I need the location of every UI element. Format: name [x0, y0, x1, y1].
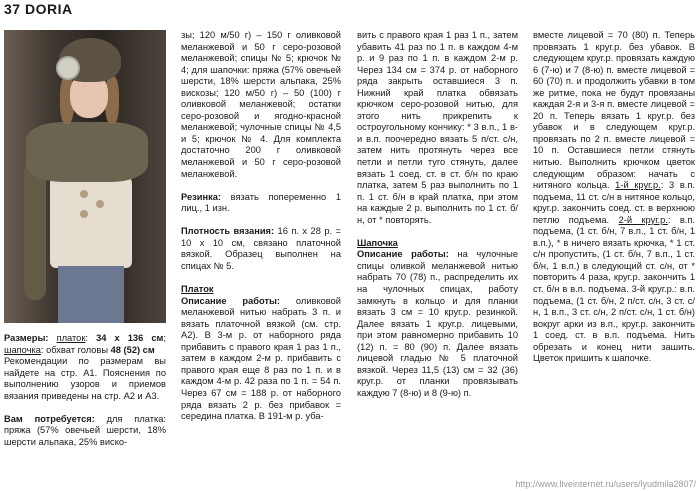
button-shape — [80, 210, 88, 218]
jeans-shape — [58, 266, 124, 323]
text-run: оливковой меланжевой нитью набрать 3 п. и вязать платочной вязкой (см. стр. А2). В 3-м р. от наборного ряда прибавить с правого края 1 раз 1 п., затем в каждом 2-м р. прибавить с правого края еще 8 раз по 1 п. и в каждом 4-м р. 42 раза по 1 п. = 54 п. Через 67 см = 188 р. от наборного ряда вязать 2 р. без прибавок = середина платка. В 191-м р. уба- — [181, 295, 341, 422]
text-run: для платка: пряжа (57% овечьей шерсти, 18% шерсти альпака, 25% виско- — [4, 413, 166, 447]
text-column-3 — [357, 30, 518, 400]
text-run: : 3 в.п. подъема, 11 ст. с/н в нитяное кольцо, круг.р. закончить соед. ст. в верхнюю петлю подъема. — [533, 180, 696, 225]
text-label: Описание работы: — [357, 249, 458, 260]
text-run: шапочка — [4, 344, 41, 355]
text-label: 48 (52) см — [110, 344, 155, 355]
text-label: Размеры: — [4, 333, 57, 343]
text-run: : в.п. подъема, (1 ст. б/н, 7 в.п., 1 ст. б/н, 1 в.п.), * в ничего вязать крючка, * 1 ст. с/н пропустить, (1 ст. б/н, 7 в.п., 1 ст. б/н, 1 в.п.) в следующий ст. с/н, от * повторить 4 раза, круг.р. закончить 1 ст. б/н в в.п. подъема. 3-й круг.р.: в.п. подъема, (1 ст. б/н, 2 п/ст. с/н, 3 ст. с/н, 1 в.п., 3 ст. с/н, 2 п/ст. с/н, 1 ст. б/н) вокруг арки из в.п., круг.р. закончить 1 соед. ст. в в.п. подъема. Нить обрезать и конец нити зашить. Цветок пришить к шапочке. — [533, 214, 695, 364]
text-run: на чулочные спицы оливкой меланжевой нитью набрать 70 (78) п., распределить их на чулочных спицах, работу замкнуть в кольцо и для планки вязать 3 см = 10 круг.р. резинкой. Далее вязать 1 круг.р. лицевыми, при этом равномерно прибавить 10 (12) п. = 80 (90) п. Далее вязать лицевой гладью № 5 платочной вязкой. Через 11,5 (13) см = 32 (36) круг.р. от планки провязывать каждую 7 (8-ю) и 8 (9-ю) п. — [357, 249, 518, 398]
text-run: зы; 120 м/50 г) – 150 г оливковой меланжевой и 50 г серо-розовой меланжевой; спицы № 5; крючок № 4; для шапочки: пряжа (57% овечьей шерсти, 18% шерсти альпака, 25% вискозы; 120 м/50 г) – 50 (100) г оливковой меланжевой; остатки серо-розовой и ягодно-красной меланжевой; чулочные спицы № 4,5 и 5; крючок № 4. Для комплекта достаточно 200 г оливковой меланжевой и 50 г серо-розовой меланжевой. — [181, 30, 341, 179]
text-run: 2-й круг.р. — [618, 214, 668, 225]
text-run: : — [85, 333, 97, 343]
text-run: платок — [56, 333, 86, 343]
text-run: 1-й круг.р. — [615, 180, 661, 191]
text-run: вместе лицевой = 70 (80) п. Теперь провязать 1 круг.р. без убавок. В следующем круг.р. провязать каждую 6 (7-ю) и 7 (8-ю) п. вместе лицевой = 60 (70) п. и продолжить убавки в том же ритме, пока не будут провязаны каждая 2-я и 3-я п. вместе лицевой = 20 п. Теперь вязать 1 круг.р. без убавок и в следующем круг.р. провязать по 2 п. вместе лицевой = 10 п. Оставшиеся петли стянуть нитью. Выполнить крючком цветок следующим образом: начать с нитяного кольца. — [533, 30, 695, 191]
text-run: вязать попеременно 1 лиц., 1 изн. — [181, 191, 341, 214]
scarf-shape — [26, 122, 148, 182]
text-label: 34 х 136 см — [96, 333, 164, 343]
text-run: Рекомендации по размерам вы найдете на стр. А1. Пояснения по выполнению узоров и приемов вязания приведены на стр. А2 и А3. — [4, 356, 166, 401]
watermark-url: http://www.liveinternet.ru/users/lyudmila2807/ — [515, 479, 696, 489]
text-label: Плотность вязания: — [181, 226, 278, 237]
scarf-end-shape — [24, 160, 46, 300]
text-run: ; — [163, 333, 166, 343]
button-shape — [96, 200, 104, 208]
crochet-flower-shape — [56, 56, 80, 80]
model-photo — [4, 30, 166, 323]
text-column-2 — [181, 30, 341, 423]
cardigan-shape — [50, 170, 132, 268]
button-shape — [80, 190, 88, 198]
text-column-1 — [4, 333, 166, 448]
text-run: 16 п. х 28 р. = 10 х 10 см, связано платочной вязкой. Образец выполнен на спицах № 5. — [181, 226, 342, 271]
page-title: 37 DORIA — [4, 1, 73, 17]
section-heading: Платок — [181, 284, 214, 295]
text-label: Описание работы: — [181, 295, 296, 306]
section-heading: Шапочка — [357, 237, 398, 248]
text-run: вить с правого края 1 раз 1 п., затем убавить 41 раз по 1 п. в каждом 4-м р. и 9 раз по 1 п. в каждом 2-м р. Через 134 см = 374 р. от наборного ряда закрыть оставшиеся 3 п. Нижний край платка обвязать крючком серо-розовой нитью, для этого нить прикрепить к остроугольному кончику: * 3 в.п., 1 в-и в.п. поочередно вязать 5 п/ст. с/н, затем нить протянуть через все петли и петли туго стянуть, далее вязать 1 соед. ст. в ст. б/н по краю платка, затем 5 раз выполнить по 1 п. 1 ст. б/н в край платка, при этом на каждые 2 р. выполнить по 1 ст. б/н, от * повторять. — [357, 30, 518, 225]
text-label: Вам потребуется: — [4, 413, 107, 424]
text-run: : обхват головы — [40, 344, 111, 355]
text-label: Резинка: — [181, 191, 231, 202]
text-column-4 — [533, 30, 695, 365]
